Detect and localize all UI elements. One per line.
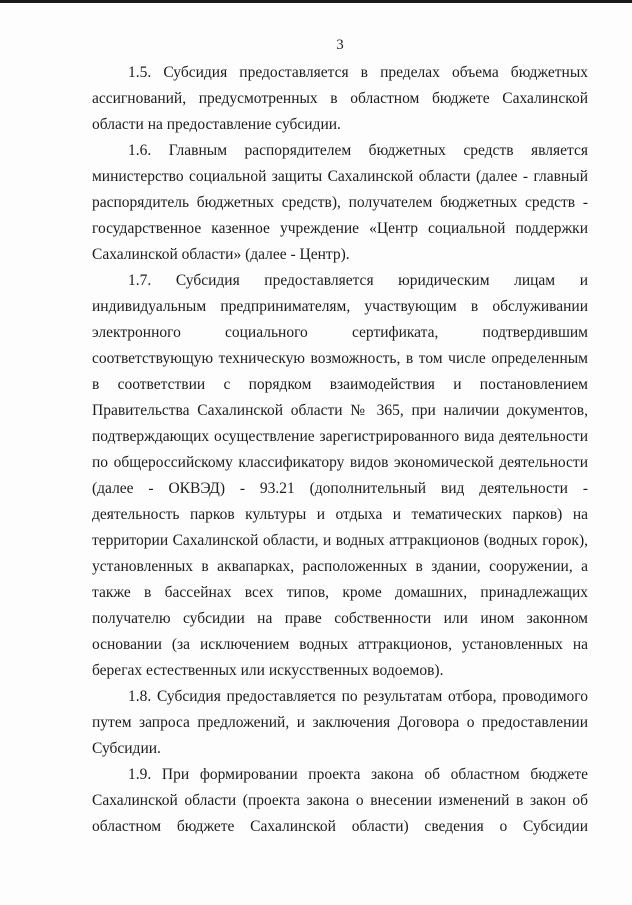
page-number: 3 (336, 37, 344, 53)
paragraph-1-6: 1.6. Главным распорядителем бюджетных средств является министерство социальной защиты Сахалинской области (далее - главный распорядитель бюджетных средств), получателем бюджетных средств - государственное казенное учреждение «Центр социальной поддержки Сахалинской области» (далее - Центр). (92, 142, 588, 263)
paragraph-1-5: 1.5. Субсидия предоставляется в пределах объема бюджетных ассигнований, предусмотренных в областном бюджете Сахалинской области на предоставление субсидии. (92, 64, 588, 133)
paragraph-1-7: 1.7. Субсидия предоставляется юридическим лицам и индивидуальным предпринимателям, участвующим в обслуживании электронного социального сертификата, подтвердившим соответствующую техническую возможность, в том числе определенным в соответствии с порядком взаимодействия и постановлением Правительства Сахалинской области № 365, при наличии документов, подтверждающих осуществление зарегистрированного вида деятельности по общероссийскому классификатору видов экономической деятельности (далее - ОКВЭД) - 93.21 (дополнительный вид деятельности - деятельность парков культуры и отдыха и тематических парков) на территории Сахалинской области, и водных аттракционов (водных горок), установленных в аквапарках, расположенных в здании, сооружении, а также в бассейнах всех типов, кроме домашних, принадлежащих получателю субсидии на праве собственности или ином законном основании (за исключением водных аттракционов, установленных на берегах естественных или искусственных водоемов). (92, 272, 588, 679)
document-body (92, 60, 588, 840)
paragraph-1-9: 1.9. При формировании проекта закона об областном бюджете Сахалинской области (проекта закона о внесении изменений в закон об областном бюджете Сахалинской области) сведения о Субсидии (92, 766, 588, 835)
scan-top-edge (0, 0, 632, 3)
paragraph-1-8: 1.8. Субсидия предоставляется по результатам отбора, проводимого путем запроса предложений, и заключения Договора о предоставлении Субсидии. (92, 688, 588, 757)
